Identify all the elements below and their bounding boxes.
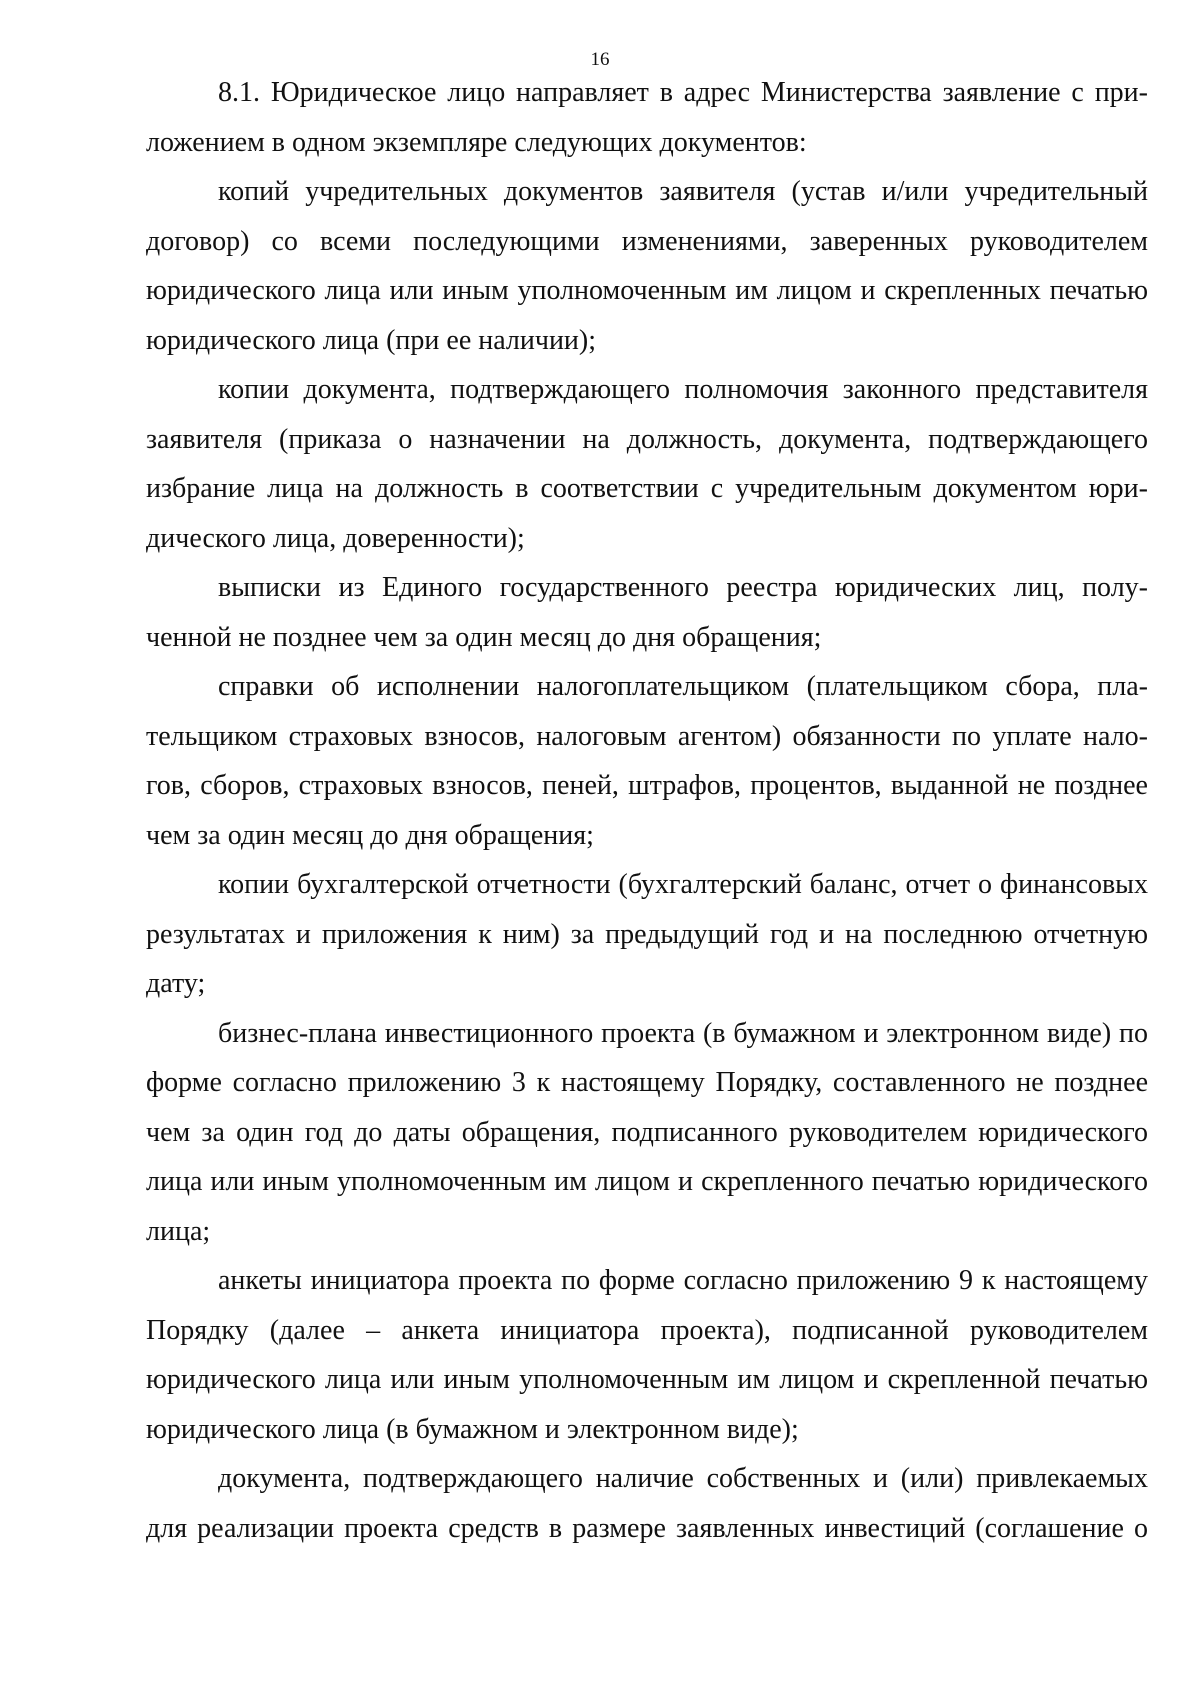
paragraph-tax-certificate: справки об исполнении налогоплательщиком (плательщиком сбора, плательщиком страховых взносов, налоговым агентом) обязанности по уплате налогов, сборов, страховых взносов, пеней, штрафов, процентов, выданной не позднее чем за один месяц до дня обращения; (146, 671, 1148, 851)
paragraph-accounting-statements: копии бухгалтерской отчетности (бухгалтерский баланс, отчет о финансовых результатах и приложения к ним) за предыдущий год и на последнюю отчетную дату; (146, 869, 1148, 999)
paragraph-registry-extract: выписки из Единого государственного реестра юридических лиц, полученной не позднее чем за один месяц до дня обращения; (146, 572, 1148, 653)
document-body (146, 68, 1148, 1553)
page-number: 16 (590, 49, 610, 70)
paragraph-funds-confirmation: документа, подтверждающего наличие собственных и (или) привлекаемых для реализации проекта средств в размере заявленных инвестиций (соглашение о (146, 1463, 1148, 1544)
paragraph-initiator-questionnaire: анкеты инициатора проекта по форме согласно приложению 9 к настоящему Порядку (далее – анкета инициатора проекта), подписанной руководителем юридического лица или иным уполномоченным им лицом и скрепленной печатью юридического лица (в бумажном и электронном виде); (146, 1265, 1148, 1445)
paragraph-business-plan: бизнес-плана инвестиционного проекта (в бумажном и электронном виде) по форме согласно приложению 3 к настоящему Порядку, составленного не позднее чем за один год до даты обращения, подписанного руководителем юридического лица или иным уполномоченным им лицом и скрепленного печатью юридического лица; (146, 1017, 1148, 1247)
paragraph-representative-authority: копии документа, подтверждающего полномочия законного представителя заявителя (приказа о назначении на должность, документа, подтверждающего избрание лица на должность в соответствии с учредительным документом юридического лица, доверенности); (146, 374, 1148, 554)
paragraph-8-1: 8.1. Юридическое лицо направляет в адрес Министерства заявление с приложением в одном экземпляре следующих документов: (146, 77, 1148, 158)
paragraph-founding-documents: копий учредительных документов заявителя (устав и/или учредительный договор) со всеми последующими изменениями, заверенных руководителем юридического лица или иным уполномоченным им лицом и скрепленных печатью юридического лица (при ее наличии); (146, 176, 1148, 356)
